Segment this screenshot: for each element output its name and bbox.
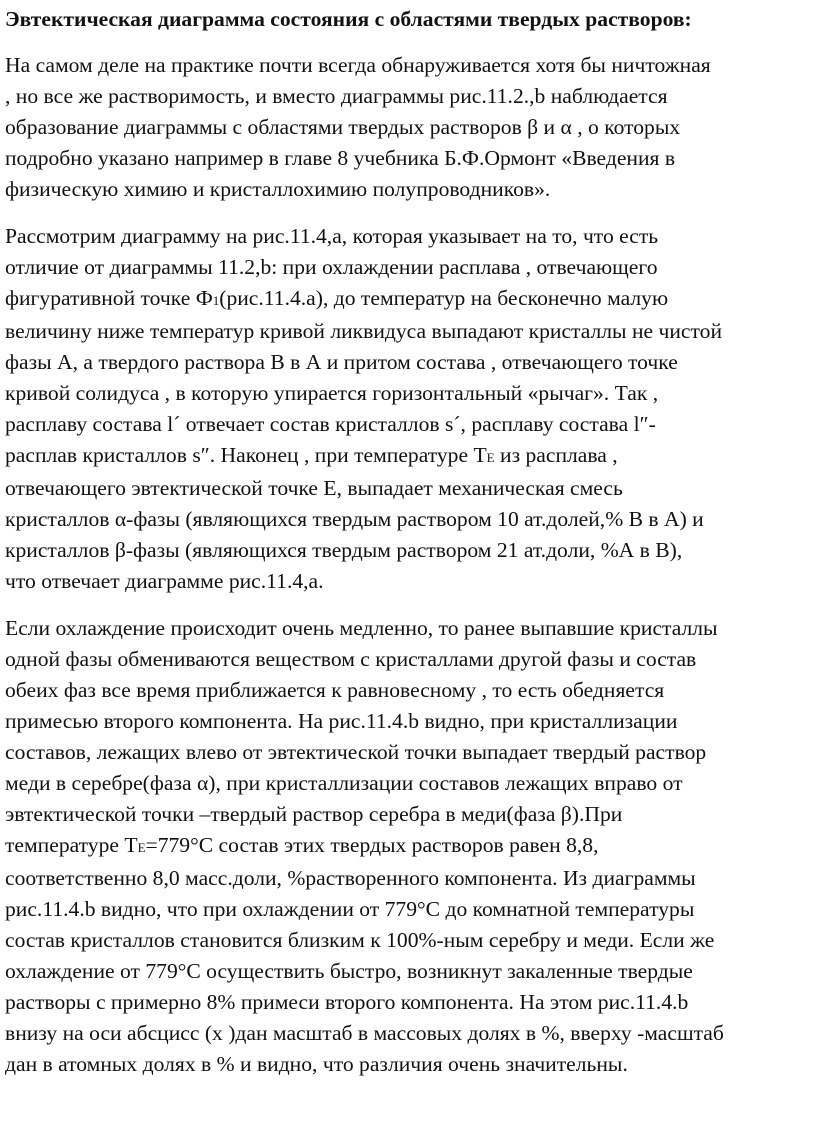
text-line [5, 706, 812, 737]
text-segment: , но все же растворимость, и вместо диаграммы рис.11.2.,b наблюдается [5, 84, 668, 108]
text-segment: отличие от диаграммы 11.2,b: при охлаждении расплава , отвечающего [5, 255, 658, 279]
subscript: 1 [212, 293, 220, 308]
text-line [5, 675, 812, 706]
text-line [5, 81, 812, 112]
text-segment: примесью второго компонента. На рис.11.4.b видно, при кристаллизации [5, 709, 678, 733]
text-line [5, 440, 812, 473]
paragraph [5, 221, 812, 597]
text-segment: эвтектической точки –твердый раствор серебра в меди(фаза β).При [5, 802, 623, 826]
text-line [5, 799, 812, 830]
text-line [5, 473, 812, 504]
text-segment: кристаллов α-фазы (являющихся твердым раствором 10 ат.долей,% В в А) и [5, 507, 704, 531]
text-line [5, 252, 812, 283]
subscript: Е [486, 450, 495, 465]
paragraph [5, 50, 812, 205]
text-segment: меди в серебре(фаза α), при кристаллизации составов лежащих вправо от [5, 771, 683, 795]
text-line [5, 1049, 812, 1080]
text-line [5, 644, 812, 675]
text-segment: внизу на оси абсцисс (х )дан масштаб в массовых долях в %, вверху -масштаб [5, 1021, 724, 1045]
text-segment: Рассмотрим диаграмму на рис.11.4,а, которая указывает на то, что есть [5, 224, 659, 248]
text-line [5, 894, 812, 925]
subscript: Е [137, 840, 146, 855]
text-segment: фазы А, а твердого раствора В в А и притом состава , отвечающего точке [5, 350, 678, 374]
text-segment: рис.11.4.b видно, что при охлаждении от 779°С до комнатной температуры [5, 897, 695, 921]
text-segment: обеих фаз все время приближается к равновесному , то есть обедняется [5, 678, 665, 702]
text-line [5, 737, 812, 768]
text-segment: =779°С состав этих твердых растворов равен 8,8, [145, 833, 599, 857]
text-segment: расплав кристаллов s″. Наконец , при температуре Т [5, 443, 487, 467]
text-segment: соответственно 8,0 масс.доли, %растворенного компонента. Из диаграммы [5, 866, 696, 890]
text-segment: подробно указано например в главе 8 учебника Б.Ф.Ормонт «Введения в [5, 146, 676, 170]
text-segment: температуре Т [5, 833, 138, 857]
text-segment: состав кристаллов становится близким к 100%-ным серебру и меди. Если же [5, 928, 715, 952]
text-line [5, 347, 812, 378]
text-line [5, 143, 812, 174]
text-segment: кристаллов β-фазы (являющихся твердым раствором 21 ат.доли, %А в В), [5, 538, 683, 562]
text-segment: дан в атомных долях в % и видно, что различия очень значительны. [5, 1052, 628, 1076]
text-segment: составов, лежащих влево от эвтектической точки выпадает твердый раствор [5, 740, 707, 764]
text-segment: отвечающего эвтектической точке Е, выпадает механическая смесь [5, 476, 623, 500]
text-segment: (рис.11.4.а), до температур на бесконечно малую [219, 286, 669, 310]
text-line [5, 316, 812, 347]
text-segment: На самом деле на практике почти всегда обнаруживается хотя бы ничтожная [5, 53, 711, 77]
text-line [5, 174, 812, 205]
text-segment: величину ниже температур кривой ликвидуса выпадают кристаллы не чистой [5, 319, 723, 343]
text-line [5, 613, 812, 644]
text-segment: фигуративной точке Ф [5, 286, 213, 310]
document-body [5, 50, 812, 1080]
text-segment: расплаву состава l´ отвечает состав кристаллов s´, расплаву состава l″- [5, 412, 656, 436]
text-line [5, 1018, 812, 1049]
text-line [5, 830, 812, 863]
text-line [5, 566, 812, 597]
text-segment: образование диаграммы с областями твердых растворов β и α , о которых [5, 115, 681, 139]
text-line [5, 50, 812, 81]
text-line [5, 987, 812, 1018]
text-segment: физическую химию и кристаллохимию полупроводников». [5, 177, 551, 201]
text-segment: охлаждение от 779°С осуществить быстро, возникнут закаленные твердые [5, 959, 693, 983]
text-segment: что отвечает диаграмме рис.11.4,а. [5, 569, 324, 593]
text-line [5, 221, 812, 252]
text-line [5, 112, 812, 143]
paragraph [5, 613, 812, 1080]
text-line [5, 925, 812, 956]
text-line [5, 535, 812, 566]
text-line [5, 504, 812, 535]
text-segment: из расплава , [494, 443, 618, 467]
text-segment: Если охлаждение происходит очень медленно, то ранее выпавшие кристаллы [5, 616, 718, 640]
text-segment: кривой солидуса , в которую упирается горизонтальный «рычаг». Так , [5, 381, 659, 405]
text-line [5, 378, 812, 409]
text-line [5, 283, 812, 316]
text-segment: растворы с примерно 8% примеси второго компонента. На этом рис.11.4.b [5, 990, 689, 1014]
text-line [5, 863, 812, 894]
text-line [5, 956, 812, 987]
text-segment: одной фазы обмениваются веществом с кристаллами другой фазы и состав [5, 647, 697, 671]
text-line [5, 409, 812, 440]
text-line [5, 768, 812, 799]
document-title: Эвтектическая диаграмма состояния с областями твердых растворов: [5, 7, 692, 31]
